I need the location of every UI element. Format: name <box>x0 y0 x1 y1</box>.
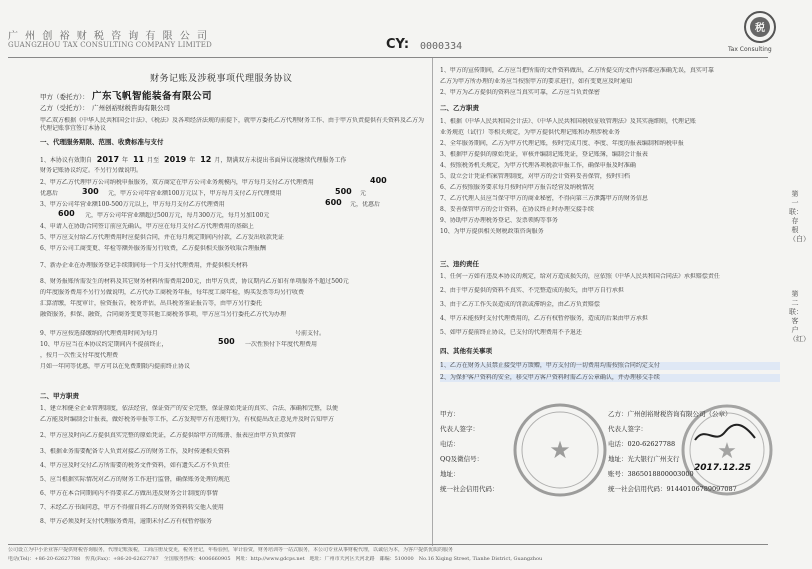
company-name-cn: 广 州 创 裕 财 税 咨 询 有 限 公 司 <box>8 31 209 42</box>
sec1-line-3: 元，甲方公司年营业额100万元以下，甲方每月支付乙方代理费用 <box>108 190 282 197</box>
sec1-line-0: 财务记账协议约定。不另行另做说明。 <box>40 167 143 174</box>
sign-a-credit: 统一社会信用代码： <box>440 485 499 493</box>
sec3-line-3: 4、甲方未能按时支付代理费用的，乙方有权暂停服务，造成的后果由甲方承担 <box>440 315 648 322</box>
sec2-line-4: 4、甲方应及时交付乙方所需要的税务文件资料，如有遗失乙方不负责任 <box>40 462 230 469</box>
sec1-line-15: 融资服务，担保、融资，合同商务变更等其他工商税务事项，甲方应当另行委托乙方代为办理 <box>40 311 287 318</box>
secb-line-6: 6、乙方按照服务要求每月按时向甲方报告经营及纳税情况 <box>440 184 594 191</box>
sign-b-rep: 代表人签字： <box>608 425 647 433</box>
section-3-title: 三、违约责任 <box>440 260 479 268</box>
header-divider <box>8 57 768 58</box>
svg-text:★: ★ <box>717 439 737 464</box>
sec1-line-7: 元，甲方公司年营业额超过500万元，每月300万元，每月另加100元 <box>85 212 270 219</box>
section-1-title: 一、代理服务期限、范围、收费标准与支付 <box>40 138 164 146</box>
sec1-line-1: 2、甲方乙方代理甲方公司纳税申报服务，双方商定在甲方公司业务规模内，甲方每月支付乙方代理费用 <box>40 179 314 186</box>
fee-handwritten-5: 600 <box>58 209 75 218</box>
fee-handwritten-2: 300 <box>82 187 99 196</box>
fee-handwritten-3: 500 <box>335 187 352 196</box>
sec2-line-1: 乙方能及时编制会计报表，做好税务申报等工作，乙方发现甲方有违规行为，有权提出改正意见并及时告知甲方 <box>40 416 335 423</box>
company-logo-icon <box>730 10 790 46</box>
sec2-line-3: 3、根据业务需要配备专人负责对接乙方的财务工作，及时传递相关资料 <box>40 448 230 455</box>
term-line: 1、本协议有效期自 2017 年 11 月至 2019 年 12 月，期满双方未提出书面异议视继续代理服务工作 <box>40 156 347 164</box>
sec1-line-19: 一次性预付下年度代理费用 <box>245 341 318 348</box>
secb-line-7: 7、乙方代理人员应当保守甲方的商业秘密，不得向第三方泄露甲方的财务信息 <box>440 195 648 202</box>
right-line-0: 1、甲方的宣传期间，乙方应当把所需的文件资料做出，乙方所提交的文件内容都应准确无误，真实可靠 <box>440 67 714 74</box>
cy-label: CY: <box>386 37 410 52</box>
sign-b-credit: 统一社会信用代码：91440106789097087 <box>608 485 737 493</box>
secb-line-9: 9、协助甲方办理税务登记、发票领购等事务 <box>440 217 558 224</box>
secb-line-1: 业务规范（试行）等相关规定，为甲方提供代理记账和办理涉税业务 <box>440 129 621 136</box>
sec3-line-0: 1、任何一方如有违反本协议的规定，给对方造成损失的，应依照《中华人民共和国合同法》承担赔偿责任 <box>440 273 720 280</box>
party-a-seal-icon <box>500 400 620 500</box>
sec2-line-8: 8、甲方必须及时支付代理服务费用，逾期未付乙方有权暂停服务 <box>40 518 212 525</box>
party-a-name: 广东飞帆智能装备有限公司 <box>92 91 213 102</box>
start-month: 11 <box>132 156 145 164</box>
sec3-line-4: 5、如甲方提前终止协议，已支付的代理费用不予退还 <box>440 329 582 336</box>
secb-line-2: 2、全年服务期间，乙方为甲方代理记账，按时完成月度、季度、年度的报表编制和纳税申报 <box>440 140 684 147</box>
sec1-line-11: 7、新办企业在办理服务登记手续期间每一个月支付代理费用，并提供相关材料 <box>40 262 248 269</box>
sign-b-addr: 地址：光大银行广州支行 <box>608 455 680 463</box>
side-label-second: 第二联：客户（红） <box>789 290 810 343</box>
intro-paragraph: 甲乙双方根据《中华人民共和国会计法》、《税法》及各项经济法规的前提下，就甲方委托乙方代理财务工作、由于甲方负责提供有关资料及乙方为代理记账事宜签订本协议 <box>40 117 425 132</box>
sec2-line-6: 6、甲方在本合同期间内不得要求乙方做出违反财务会计制度的事情 <box>40 490 218 497</box>
fee-handwritten-6: 500 <box>218 337 235 346</box>
sec2-line-7: 7、未经乙方书面同意，甲方不得擅自将乙方的财务资料转交他人使用 <box>40 504 224 511</box>
side-label-first: 第一联：存根（白） <box>789 190 810 243</box>
sign-b-party: 乙方：广州创裕财税咨询有限公司（公章） <box>608 410 732 418</box>
secb-line-0: 1、根据《中华人民共和国会计法》、《中华人民共和国税收征收管理法》及其实施细则，代理记账 <box>440 118 696 125</box>
sec2-line-5: 5、应当根据实际情况对乙方的财务工作进行监督，确保账务处理的规范 <box>40 476 230 483</box>
sec1-line-10: 6、甲方公司工商变更、年检等额外服务需另行收费，乙方提供相关服务收取合理报酬 <box>40 245 266 252</box>
sec1-line-12: 8、财务报账所需发生的材料及其它财务材料所需费用200元，由甲方负责，协议期内乙方如有单项服务不超过500元 <box>40 278 349 285</box>
sign-a-addr: 地址： <box>440 470 460 478</box>
sec4-line-1: 2、为保护客户资料的安全，移交甲方客户资料时需乙方公章确认，并办理移交手续 <box>440 374 780 382</box>
footer-line-1: 公司设立为中小企业客户提供财税咨询服务，代理记账报税，工商注册及变更，税务登记，年检验照，审计验资，财务培训等一站式服务，本公司专业从事财税代理，以诚信为本，为客户提供优质的服务 <box>8 547 454 553</box>
section-2-title: 二、甲方职责 <box>40 392 79 400</box>
footer-divider <box>8 544 768 545</box>
sec2-line-0: 1、建立和健全企业管理制度，依法经营，保证资产的安全完整，保证原始凭证的真实、合法、准确和完整，以便 <box>40 405 338 412</box>
footer-line-2: 电话(Tel)：+86-20-62627788 传真(Fax)：+86-20-62627787 全国服务热线：4006660905 网址：http://www.gdcps.net 地址：广州市天河区天河北路 邮编：510000 No.16 Xiqing Street, Tianhe District, Guangzhou <box>8 556 543 562</box>
party-a-label: 甲方（委托方）： <box>40 93 89 101</box>
sec1-line-4: 元 <box>360 190 367 197</box>
sec1-line-21: 月如一年同等优惠，甲方可以在免费期限内提前终止协议 <box>40 363 191 370</box>
start-year: 2017 <box>96 156 120 164</box>
sign-a-rep: 代表人签字： <box>440 425 479 433</box>
svg-text:税: 税 <box>755 23 765 34</box>
secb-line-5: 5、设立会计凭证档案管理制度，对甲方的会计资料妥善保管，按时归档 <box>440 173 630 180</box>
sec1-line-6: 元，优惠后 <box>350 201 381 208</box>
serial-number: 0000334 <box>420 41 463 52</box>
sec2-line-2: 2、甲方应及时向乙方提供真实完整的原始凭证，乙方提供给甲方的账册、报表应由甲方负责保管 <box>40 432 296 439</box>
party-b-name: 广州创裕财税咨询有限公司 <box>92 104 170 112</box>
svg-text:★: ★ <box>549 436 571 464</box>
end-month: 12 <box>200 156 212 164</box>
agreement-title: 财务记账及涉税事项代理服务协议 <box>150 74 293 84</box>
logo-caption: Tax Consulting <box>728 46 772 53</box>
sign-a-party: 甲方： <box>440 410 460 418</box>
sign-a-qq: QQ及微信号： <box>440 455 484 463</box>
section-4-title: 四、其他有关事项 <box>440 347 492 355</box>
sign-b-account: 账号：3865018800003000 <box>608 470 694 478</box>
sec1-line-5: 3、甲方公司年营业额100-500万元以上，甲方每月支付乙方代理费用 <box>40 201 225 208</box>
fee-handwritten-4: 600 <box>325 198 342 207</box>
right-line-1: 乙方为甲方所办理的业务应当按照甲方的要求进行，如有变更应及时通知 <box>440 78 633 85</box>
sec3-line-1: 2、由于甲方提供的资料不真实、不完整造成的损失，由甲方自行承担 <box>440 287 624 294</box>
party-b-label: 乙方（受托方）： <box>40 104 89 112</box>
right-line-2: 2、甲方为乙方提供的资料应当真实可靠，乙方应当负责保密 <box>440 89 600 96</box>
secb-line-4: 4、按照税务机关规定，为甲方代理各项税款申报工作，确保申报及时准确 <box>440 162 636 169</box>
column-divider <box>432 58 433 546</box>
sec4-line-0: 1、乙方在财务人员禁止接受甲方馈赠，甲方支付的一切费用均需按照合同约定支付 <box>440 362 780 370</box>
sec1-line-16: 9、甲方应按选择缴纳的代理费用时间为每月 <box>40 330 158 337</box>
sign-a-phone: 电话： <box>440 440 460 448</box>
sign-b-date: 2017.12.25 <box>694 463 751 473</box>
sec1-line-8: 4、申请人在协助合同签订前应先确认，甲方应在每月支付乙方代理费用的基础上 <box>40 223 254 230</box>
sec1-line-9: 5、甲方应支付给乙方代理费用时应提供合同，并在每月规定期间内付款，乙方发出收款凭证 <box>40 234 284 241</box>
end-year: 2019 <box>164 156 187 164</box>
sec1-line-20: ，按月一次性支付年度代理费 <box>40 352 119 359</box>
sec1-line-2: 优惠后 <box>40 190 59 197</box>
sec3-line-2: 3、由于乙方工作失误造成的罚款或滞纳金，由乙方负责赔偿 <box>440 301 600 308</box>
secb-line-10: 10、为甲方提供相关财税政策咨询服务 <box>440 228 544 235</box>
secb-line-3: 3、根据甲方提供的原始凭证，审核并编制记账凭证，登记账簿，编制会计报表 <box>440 151 648 158</box>
sec1-line-17: 号前支付。 <box>295 330 326 337</box>
handwritten-signature-icon <box>690 420 760 450</box>
party-b-seal-icon <box>672 400 782 500</box>
fee-handwritten-1: 400 <box>370 176 387 185</box>
sec1-line-18: 10、甲方应当在本协议约定期间内不提前终止， <box>40 341 168 348</box>
section-b-title: 二、乙方职责 <box>440 104 479 112</box>
sec1-line-13: 的年度服务费用不另行另做说明，乙方代办工商税务年报，每年度工商年检，购买发票等均另行收费 <box>40 289 305 296</box>
sec1-line-14: 汇算清缴，年度审计，验资报告，税务评估，出具税务鉴证报告等，由甲方另行委托 <box>40 300 263 307</box>
company-name-en: GUANGZHOU TAX CONSULTING COMPANY LIMITED <box>8 41 212 49</box>
sign-b-phone: 电话：020-62627788 <box>608 440 676 448</box>
secb-line-8: 8、妥善保管甲方的会计资料，在协议终止时办理交接手续 <box>440 206 594 213</box>
